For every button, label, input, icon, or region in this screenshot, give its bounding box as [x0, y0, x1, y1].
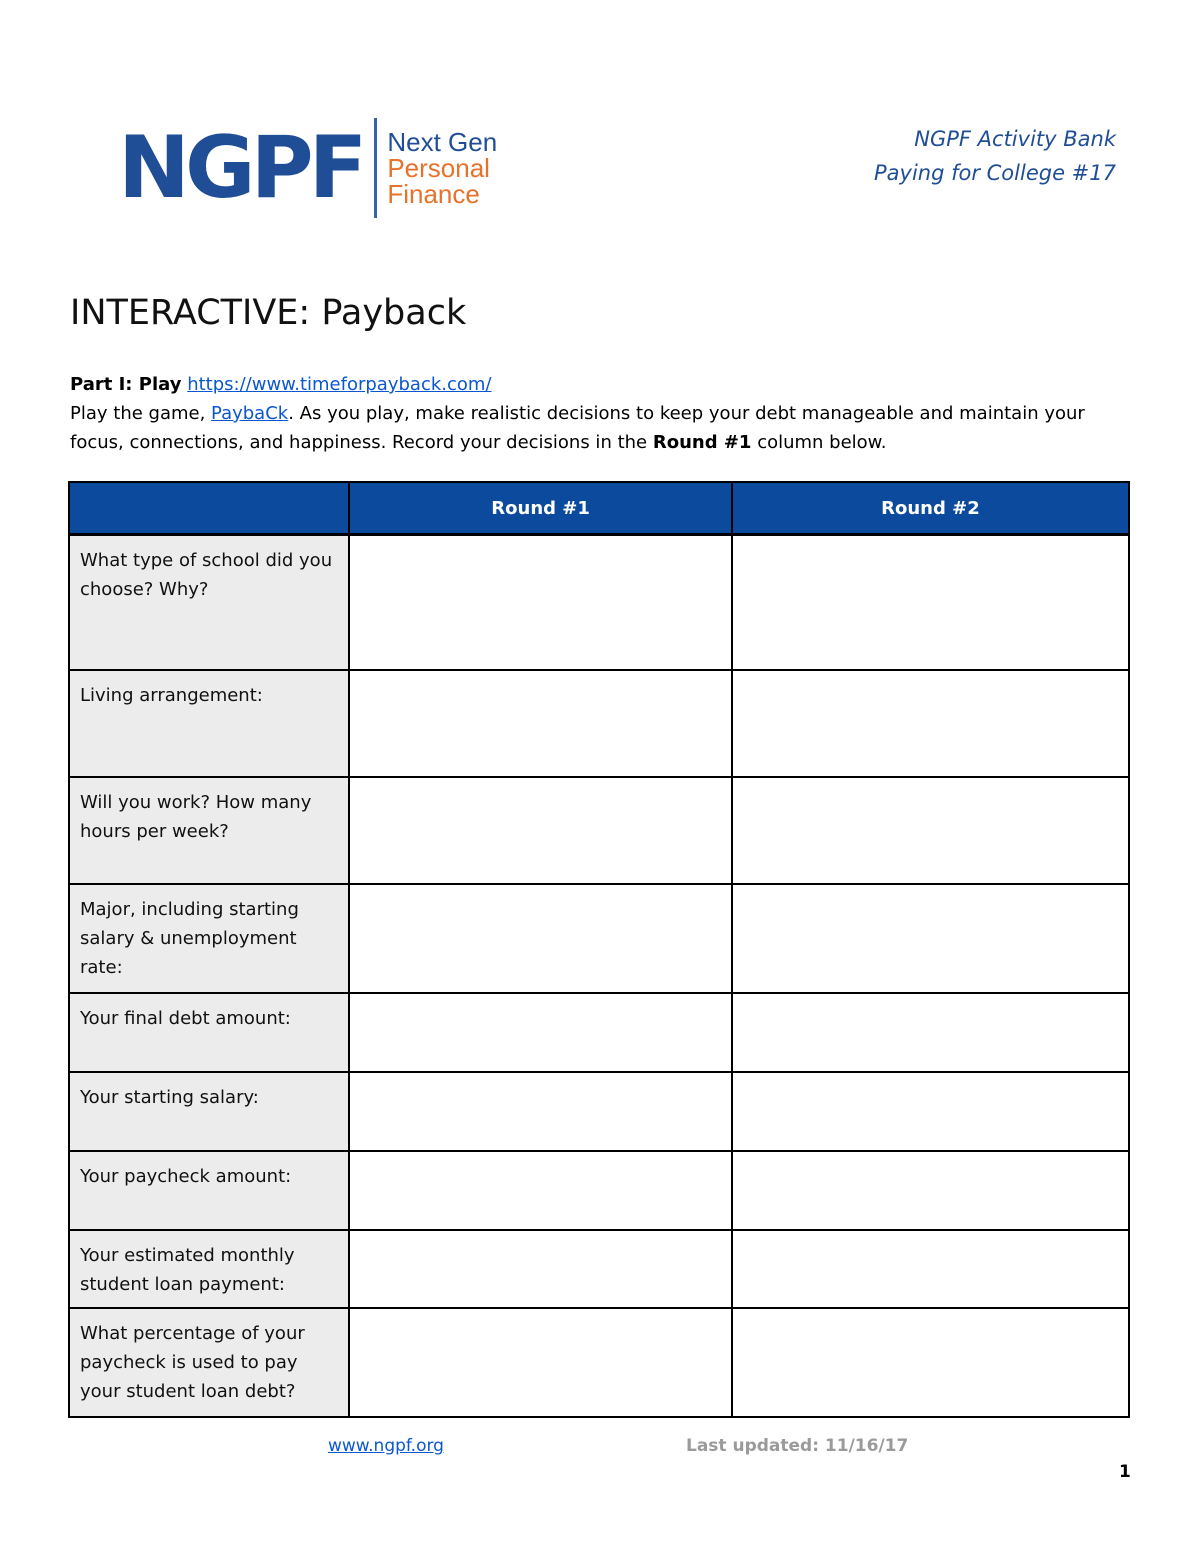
part-label: Part I: Play [70, 374, 182, 395]
answer-cell-round-2[interactable] [732, 535, 1129, 670]
question-cell: Your paycheck amount: [69, 1151, 349, 1230]
instructions-part-3: column below. [751, 432, 887, 453]
answer-cell-round-1[interactable] [349, 1230, 732, 1308]
table-row [69, 1151, 1129, 1230]
table-row [69, 670, 1129, 777]
table-row [69, 1072, 1129, 1151]
question-cell: Major, including starting salary & unemployment rate: [69, 884, 349, 993]
question-cell: Living arrangement: [69, 670, 349, 777]
question-cell: What type of school did you choose? Why? [69, 535, 349, 670]
answer-cell-round-1[interactable] [349, 884, 732, 993]
table-row [69, 535, 1129, 670]
page-title: INTERACTIVE: Payback [70, 293, 467, 333]
question-cell: What percentage of your paycheck is used to pay your student loan debt? [69, 1308, 349, 1417]
answer-cell-round-1[interactable] [349, 1151, 732, 1230]
header-info [874, 122, 1116, 190]
table-body [69, 535, 1129, 1417]
logo-divider [374, 118, 377, 218]
logo-wordmark [387, 129, 497, 207]
question-cell: Your final debt amount: [69, 993, 349, 1072]
answer-cell-round-1[interactable] [349, 1072, 732, 1151]
question-cell: Your estimated monthly student loan payment: [69, 1230, 349, 1308]
question-cell: Your starting salary: [69, 1072, 349, 1151]
table-row [69, 884, 1129, 993]
table-row [69, 1230, 1129, 1308]
answer-cell-round-2[interactable] [732, 1230, 1129, 1308]
answer-cell-round-1[interactable] [349, 535, 732, 670]
footer-last-updated: Last updated: 11/16/17 [686, 1436, 909, 1456]
answer-cell-round-2[interactable] [732, 884, 1129, 993]
answer-cell-round-2[interactable] [732, 777, 1129, 884]
header-activity-bank: NGPF Activity Bank [914, 127, 1116, 151]
instructions-text [70, 399, 1140, 457]
question-cell: Will you work? How many hours per week? [69, 777, 349, 884]
answer-cell-round-2[interactable] [732, 1308, 1129, 1417]
logo-mark: NGPF [118, 118, 363, 218]
table-row [69, 1308, 1129, 1417]
answer-cell-round-1[interactable] [349, 1308, 732, 1417]
table-row [69, 777, 1129, 884]
footer-ngpf-link[interactable]: www.ngpf.org [328, 1436, 444, 1456]
logo-line-3: Finance [387, 179, 480, 209]
answer-cell-round-1[interactable] [349, 777, 732, 884]
instructions-part-1: Play the game, [70, 403, 212, 424]
page-number: 1 [1119, 1462, 1131, 1482]
table-row [69, 993, 1129, 1072]
answer-cell-round-2[interactable] [732, 670, 1129, 777]
answer-cell-round-1[interactable] [349, 670, 732, 777]
round-one-emphasis: Round #1 [652, 432, 752, 453]
header-lesson: Paying for College #17 [873, 161, 1116, 185]
answer-cell-round-2[interactable] [732, 993, 1129, 1072]
ngpf-logo [118, 116, 497, 220]
header-round-1: Round #1 [349, 482, 732, 535]
table-header-row [69, 482, 1129, 535]
answer-cell-round-1[interactable] [349, 993, 732, 1072]
instructions-part-2: . As you play, make realistic decisions to keep your debt manageable and maintain your focus, connections, and happiness. Record your decisions in the [70, 403, 1085, 453]
logo-line-2: Personal [387, 153, 490, 183]
header-round-2: Round #2 [732, 482, 1129, 535]
answer-cell-round-2[interactable] [732, 1151, 1129, 1230]
game-link[interactable]: PaybaCk [211, 403, 289, 424]
decisions-table [68, 481, 1130, 1418]
part-one-line [70, 370, 1140, 399]
payback-site-link[interactable]: https://www.timeforpayback.com/ [187, 374, 492, 395]
header-blank-cell [69, 482, 349, 535]
answer-cell-round-2[interactable] [732, 1072, 1129, 1151]
logo-line-1: Next Gen [387, 127, 498, 157]
instructions [70, 370, 1140, 457]
